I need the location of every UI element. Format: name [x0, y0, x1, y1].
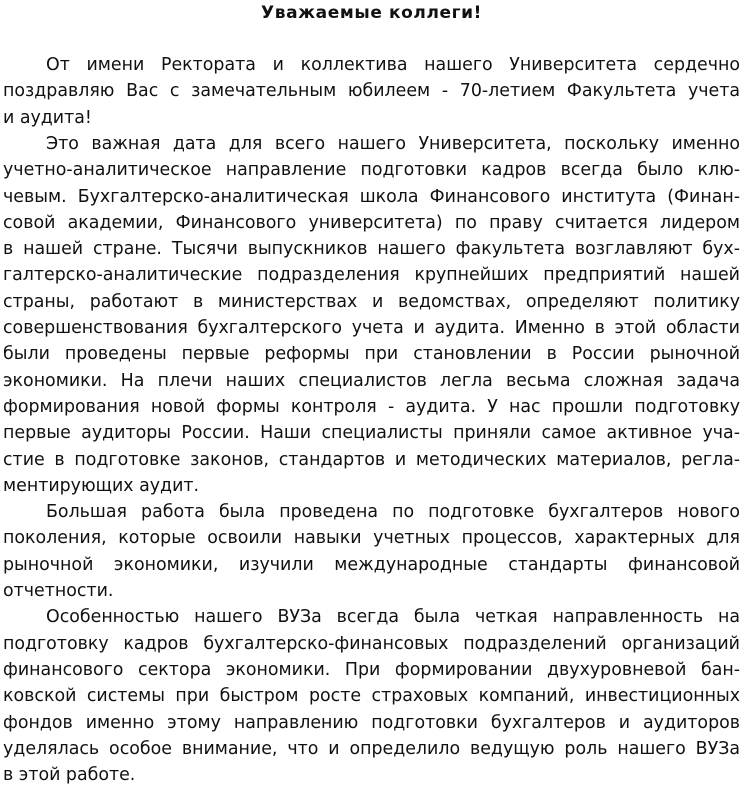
page-title: Уважаемые коллеги!	[261, 3, 482, 23]
text-line: рыночной экономики, изучили международные стандарты финансовой	[3, 554, 740, 575]
text-line: учетно-аналитическое направление подготовки кадров всегда было клю-	[3, 160, 740, 181]
text-line: и аудита!	[3, 107, 92, 128]
text-line: Особенностью нашего ВУЗа всегда была четкая направленность на	[46, 607, 740, 628]
text-line: были проведены первые реформы при становлении в России рыночной	[3, 344, 740, 365]
text-line: отчетности.	[3, 581, 114, 601]
text-line: подготовку кадров бухгалтерско-финансовых подразделений организаций	[3, 633, 740, 654]
text-line: ментирующих аудит.	[3, 475, 200, 496]
text-line: совой академии, Финансового университета) по праву считается лидером	[3, 212, 740, 233]
text-line: фондов именно этому направлению подготовки бухгалтеров и аудиторов	[3, 712, 740, 733]
text-line: поздравляю Вас с замечательным юбилеем - 70-летием Факультета учета	[3, 81, 740, 102]
text-line: От имени Ректората и коллектива нашего Университета сердечно	[46, 55, 740, 75]
text-line: совершенствования бухгалтерского учета и аудита. Именно в этой области	[3, 318, 740, 338]
text-line: в этой работе.	[3, 765, 136, 786]
text-line: ковской системы при быстром росте страховых компаний, инвестиционных	[3, 686, 740, 707]
text-line: в нашей стране. Тысячи выпускников нашего факультета возглавляют бух-	[3, 239, 740, 260]
text-line: первые аудиторы России. Наши специалисты приняли самое активное уча-	[3, 423, 740, 444]
text-line: финансового сектора экономики. При формировании двухуровневой бан-	[3, 659, 740, 680]
text-line: страны, работают в министерствах и ведомствах, определяют политику	[3, 291, 740, 312]
text-line: формирования новой формы контроля - аудита. У нас прошли подготовку	[3, 396, 740, 417]
text-line: поколения, которые освоили навыки учетных процессов, характерных для	[3, 528, 740, 549]
text-line: Большая работа была проведена по подготовке бухгалтеров нового	[46, 502, 740, 523]
text-line: стие в подготовке законов, стандартов и методических материалов, регла-	[3, 449, 740, 470]
text-line: галтерско-аналитические подразделения крупнейших предприятий нашей	[3, 265, 740, 286]
text-line: экономики. На плечи наших специалистов легла весьма сложная задача	[3, 370, 740, 391]
text-line: уделялась особое внимание, что и определило ведущую роль нашего ВУЗа	[3, 738, 740, 759]
text-line: Это важная дата для всего нашего Университета, поскольку именно	[46, 133, 740, 154]
text-line: чевым. Бухгалтерско-аналитическая школа Финансового института (Финан-	[3, 186, 740, 207]
